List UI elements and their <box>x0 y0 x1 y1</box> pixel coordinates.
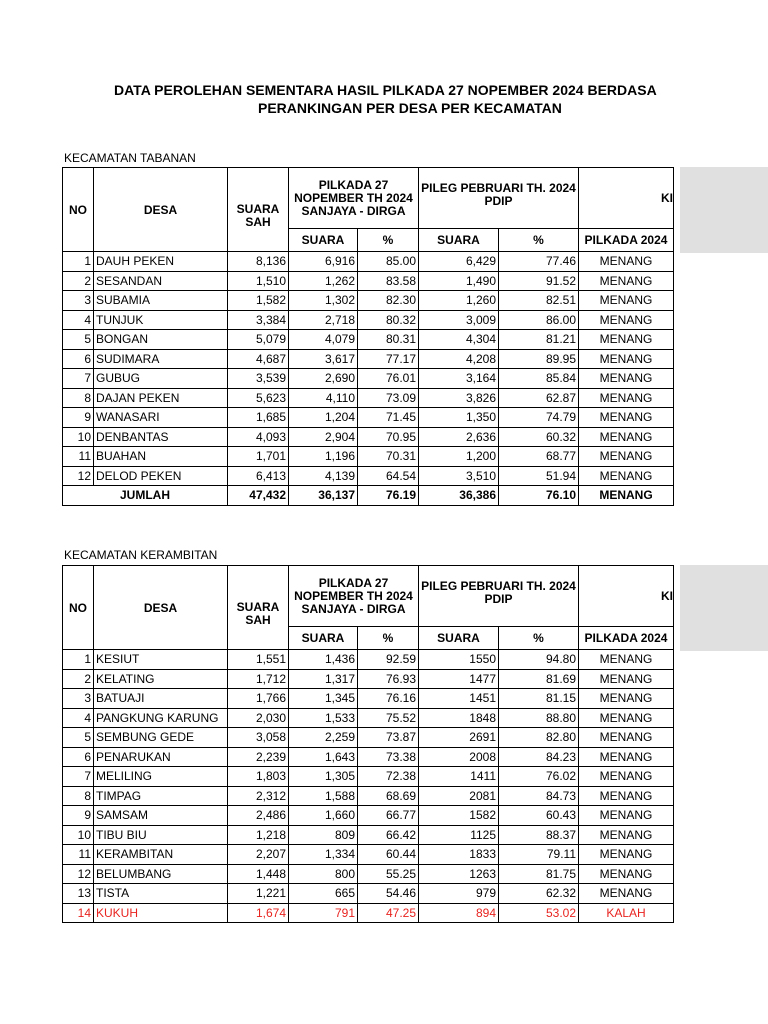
table-row <box>63 884 674 904</box>
cell-no: 4 <box>63 310 94 330</box>
header-pilkada: PILKADA 27 NOPEMBER TH 2024 SANJAYA - DIRGA <box>289 168 419 229</box>
cell-total-keterangan: MENANG <box>579 486 674 506</box>
header-pilkada-pct: % <box>358 229 419 252</box>
cell-pilkada-pct: 64.54 <box>358 466 419 486</box>
header-no: NO <box>63 168 94 252</box>
cell-keterangan: MENANG <box>579 864 674 884</box>
cell-pilkada-suara: 1,588 <box>289 786 358 806</box>
cell-pilkada-pct: 77.17 <box>358 349 419 369</box>
cell-pileg-pct: 60.32 <box>499 427 579 447</box>
cell-suara-sah: 2,207 <box>228 845 289 865</box>
cell-pileg-suara: 1,260 <box>419 291 499 311</box>
cell-pileg-suara: 1550 <box>419 650 499 670</box>
cell-suara-sah: 1,766 <box>228 689 289 709</box>
header-pilkada-pct: % <box>358 627 419 650</box>
table-tabanan <box>62 167 674 506</box>
cell-no: 6 <box>63 747 94 767</box>
header-no: NO <box>63 566 94 650</box>
table-row <box>63 252 674 272</box>
cell-no: 7 <box>63 369 94 389</box>
cell-no: 10 <box>63 427 94 447</box>
cell-desa: DENBANTAS <box>94 427 228 447</box>
cell-pilkada-pct: 75.52 <box>358 708 419 728</box>
cell-pilkada-suara: 2,718 <box>289 310 358 330</box>
cell-pilkada-suara: 6,916 <box>289 252 358 272</box>
cell-keterangan: MENANG <box>579 786 674 806</box>
cell-suara-sah: 2,030 <box>228 708 289 728</box>
cell-pileg-pct: 81.21 <box>499 330 579 350</box>
table-row <box>63 330 674 350</box>
cell-pileg-suara: 1411 <box>419 767 499 787</box>
header-desa: DESA <box>94 168 228 252</box>
cell-suara-sah: 4,687 <box>228 349 289 369</box>
table-row <box>63 447 674 467</box>
table-row <box>63 864 674 884</box>
cell-desa: GUBUG <box>94 369 228 389</box>
cell-keterangan: MENANG <box>579 708 674 728</box>
header-keterangan: KI <box>579 566 674 627</box>
cell-desa: PANGKUNG KARUNG <box>94 708 228 728</box>
table-row <box>63 408 674 428</box>
cell-pileg-pct: 81.75 <box>499 864 579 884</box>
header-pilkada-suara: SUARA <box>289 229 358 252</box>
cell-pilkada-suara: 1,643 <box>289 747 358 767</box>
table-row <box>63 388 674 408</box>
table-row <box>63 903 674 923</box>
cell-pilkada-suara: 1,317 <box>289 669 358 689</box>
header-pileg-pct: % <box>499 627 579 650</box>
cell-pilkada-pct: 70.95 <box>358 427 419 447</box>
cell-total-pileg-suara: 36,386 <box>419 486 499 506</box>
cell-pilkada-pct: 47.25 <box>358 903 419 923</box>
header-pilkada-suara: SUARA <box>289 627 358 650</box>
cell-pileg-suara: 894 <box>419 903 499 923</box>
cell-pilkada-suara: 4,079 <box>289 330 358 350</box>
cell-no: 11 <box>63 447 94 467</box>
cell-desa: BONGAN <box>94 330 228 350</box>
cell-suara-sah: 1,510 <box>228 271 289 291</box>
cell-pilkada-pct: 92.59 <box>358 650 419 670</box>
cell-keterangan: MENANG <box>579 845 674 865</box>
cell-pileg-pct: 62.32 <box>499 884 579 904</box>
cell-pileg-suara: 4,208 <box>419 349 499 369</box>
header-pilkada: PILKADA 27 NOPEMBER TH 2024 SANJAYA - DIRGA <box>289 566 419 627</box>
cell-no: 7 <box>63 767 94 787</box>
cell-pileg-suara: 1582 <box>419 806 499 826</box>
cell-desa: KERAMBITAN <box>94 845 228 865</box>
cell-total-pileg-pct: 76.10 <box>499 486 579 506</box>
cell-pileg-suara: 6,429 <box>419 252 499 272</box>
cell-no: 10 <box>63 825 94 845</box>
cell-suara-sah: 1,712 <box>228 669 289 689</box>
cell-suara-sah: 3,058 <box>228 728 289 748</box>
header-pileg: PILEG PEBRUARI TH. 2024 PDIP <box>419 168 579 229</box>
cell-pileg-suara: 1477 <box>419 669 499 689</box>
cell-pilkada-pct: 76.16 <box>358 689 419 709</box>
cell-keterangan: MENANG <box>579 728 674 748</box>
header-keterangan: KI <box>579 168 674 229</box>
cell-no: 14 <box>63 903 94 923</box>
cell-pileg-suara: 1,200 <box>419 447 499 467</box>
cell-pilkada-suara: 1,436 <box>289 650 358 670</box>
cell-pilkada-suara: 4,139 <box>289 466 358 486</box>
table-row <box>63 310 674 330</box>
table-kerambitan <box>62 565 674 923</box>
cell-pilkada-suara: 1,345 <box>289 689 358 709</box>
header-suara-sah: SUARA SAH <box>228 566 289 650</box>
cell-pilkada-pct: 68.69 <box>358 786 419 806</box>
cell-pilkada-suara: 791 <box>289 903 358 923</box>
cell-desa: MELILING <box>94 767 228 787</box>
cell-pilkada-suara: 1,305 <box>289 767 358 787</box>
cell-pileg-suara: 3,510 <box>419 466 499 486</box>
cell-pileg-pct: 89.95 <box>499 349 579 369</box>
cell-pileg-suara: 4,304 <box>419 330 499 350</box>
cell-pilkada-suara: 1,204 <box>289 408 358 428</box>
cell-no: 3 <box>63 291 94 311</box>
cell-desa: KELATING <box>94 669 228 689</box>
cell-pileg-pct: 81.69 <box>499 669 579 689</box>
table-row <box>63 806 674 826</box>
cell-desa: SESANDAN <box>94 271 228 291</box>
cell-suara-sah: 1,221 <box>228 884 289 904</box>
cell-pilkada-suara: 800 <box>289 864 358 884</box>
cell-suara-sah: 1,803 <box>228 767 289 787</box>
cell-pileg-suara: 1,350 <box>419 408 499 428</box>
cell-pileg-pct: 77.46 <box>499 252 579 272</box>
cell-pilkada-pct: 76.01 <box>358 369 419 389</box>
cell-pilkada-pct: 71.45 <box>358 408 419 428</box>
cell-no: 4 <box>63 708 94 728</box>
cell-pilkada-pct: 72.38 <box>358 767 419 787</box>
cell-total-pilkada-suara: 36,137 <box>289 486 358 506</box>
cell-pilkada-suara: 809 <box>289 825 358 845</box>
cell-pilkada-pct: 66.42 <box>358 825 419 845</box>
cell-suara-sah: 1,674 <box>228 903 289 923</box>
cell-pilkada-pct: 82.30 <box>358 291 419 311</box>
cell-pilkada-pct: 76.93 <box>358 669 419 689</box>
cell-keterangan: MENANG <box>579 427 674 447</box>
cell-desa: TIBU BIU <box>94 825 228 845</box>
table-row <box>63 291 674 311</box>
cell-keterangan: MENANG <box>579 884 674 904</box>
cell-suara-sah: 1,582 <box>228 291 289 311</box>
cell-pilkada-suara: 665 <box>289 884 358 904</box>
cell-pileg-suara: 979 <box>419 884 499 904</box>
cell-suara-sah: 3,539 <box>228 369 289 389</box>
cell-pileg-pct: 85.84 <box>499 369 579 389</box>
table-row <box>63 747 674 767</box>
cell-no: 1 <box>63 650 94 670</box>
cell-desa: PENARUKAN <box>94 747 228 767</box>
cell-no: 9 <box>63 806 94 826</box>
cell-pileg-pct: 81.15 <box>499 689 579 709</box>
table-row <box>63 369 674 389</box>
cell-suara-sah: 1,448 <box>228 864 289 884</box>
table-row <box>63 669 674 689</box>
cell-no: 1 <box>63 252 94 272</box>
table-row <box>63 767 674 787</box>
cell-keterangan: MENANG <box>579 767 674 787</box>
cell-pilkada-suara: 4,110 <box>289 388 358 408</box>
cell-total-pilkada-pct: 76.19 <box>358 486 419 506</box>
cell-pileg-pct: 53.02 <box>499 903 579 923</box>
cell-pileg-pct: 86.00 <box>499 310 579 330</box>
cell-desa: KUKUH <box>94 903 228 923</box>
cell-pileg-pct: 94.80 <box>499 650 579 670</box>
cell-suara-sah: 1,551 <box>228 650 289 670</box>
cell-no: 11 <box>63 845 94 865</box>
gray-header-band <box>680 565 768 651</box>
cell-no: 5 <box>63 330 94 350</box>
cell-keterangan: MENANG <box>579 825 674 845</box>
table-row <box>63 271 674 291</box>
cell-no: 8 <box>63 786 94 806</box>
cell-pileg-pct: 51.94 <box>499 466 579 486</box>
header-pileg: PILEG PEBRUARI TH. 2024 PDIP <box>419 566 579 627</box>
cell-pilkada-suara: 2,690 <box>289 369 358 389</box>
cell-suara-sah: 4,093 <box>228 427 289 447</box>
cell-keterangan: MENANG <box>579 806 674 826</box>
cell-pilkada-pct: 73.38 <box>358 747 419 767</box>
cell-total-label: JUMLAH <box>63 486 228 506</box>
cell-keterangan: MENANG <box>579 291 674 311</box>
table-row <box>63 466 674 486</box>
cell-desa: SAMSAM <box>94 806 228 826</box>
cell-pileg-suara: 2691 <box>419 728 499 748</box>
cell-no: 6 <box>63 349 94 369</box>
cell-keterangan: MENANG <box>579 447 674 467</box>
cell-suara-sah: 5,079 <box>228 330 289 350</box>
table-row <box>63 825 674 845</box>
cell-no: 12 <box>63 864 94 884</box>
cell-desa: BELUMBANG <box>94 864 228 884</box>
cell-pileg-pct: 88.37 <box>499 825 579 845</box>
cell-keterangan: MENANG <box>579 252 674 272</box>
cell-pileg-pct: 74.79 <box>499 408 579 428</box>
cell-pileg-suara: 3,826 <box>419 388 499 408</box>
table-row <box>63 786 674 806</box>
header-pileg-pct: % <box>499 229 579 252</box>
header-pileg-suara: SUARA <box>419 229 499 252</box>
cell-total-suara-sah: 47,432 <box>228 486 289 506</box>
cell-pilkada-pct: 66.77 <box>358 806 419 826</box>
cell-keterangan: MENANG <box>579 271 674 291</box>
cell-keterangan: MENANG <box>579 408 674 428</box>
cell-pileg-pct: 91.52 <box>499 271 579 291</box>
cell-no: 8 <box>63 388 94 408</box>
cell-pileg-suara: 3,009 <box>419 310 499 330</box>
cell-no: 2 <box>63 669 94 689</box>
cell-suara-sah: 2,312 <box>228 786 289 806</box>
cell-keterangan: MENANG <box>579 669 674 689</box>
cell-pilkada-suara: 1,334 <box>289 845 358 865</box>
table-row <box>63 650 674 670</box>
cell-suara-sah: 3,384 <box>228 310 289 330</box>
header-pilkada-2024: PILKADA 2024 <box>579 229 674 252</box>
cell-no: 12 <box>63 466 94 486</box>
cell-desa: KESIUT <box>94 650 228 670</box>
cell-no: 2 <box>63 271 94 291</box>
cell-suara-sah: 1,685 <box>228 408 289 428</box>
cell-pilkada-suara: 1,302 <box>289 291 358 311</box>
gray-header-band <box>680 167 768 253</box>
cell-no: 9 <box>63 408 94 428</box>
cell-pileg-pct: 60.43 <box>499 806 579 826</box>
cell-keterangan: MENANG <box>579 689 674 709</box>
cell-pileg-suara: 2008 <box>419 747 499 767</box>
cell-no: 3 <box>63 689 94 709</box>
cell-keterangan: MENANG <box>579 310 674 330</box>
cell-pilkada-suara: 1,196 <box>289 447 358 467</box>
cell-no: 5 <box>63 728 94 748</box>
cell-keterangan: MENANG <box>579 466 674 486</box>
cell-desa: TIMPAG <box>94 786 228 806</box>
cell-pileg-pct: 84.23 <box>499 747 579 767</box>
cell-suara-sah: 1,218 <box>228 825 289 845</box>
cell-pileg-pct: 82.80 <box>499 728 579 748</box>
cell-pilkada-pct: 80.32 <box>358 310 419 330</box>
cell-suara-sah: 1,701 <box>228 447 289 467</box>
cell-pilkada-pct: 70.31 <box>358 447 419 467</box>
cell-keterangan: KALAH <box>579 903 674 923</box>
cell-desa: TISTA <box>94 884 228 904</box>
cell-pileg-pct: 62.87 <box>499 388 579 408</box>
header-pileg-suara: SUARA <box>419 627 499 650</box>
cell-pileg-pct: 88.80 <box>499 708 579 728</box>
cell-desa: DAUH PEKEN <box>94 252 228 272</box>
table-row <box>63 845 674 865</box>
cell-pilkada-pct: 83.58 <box>358 271 419 291</box>
cell-pilkada-pct: 55.25 <box>358 864 419 884</box>
cell-pileg-pct: 82.51 <box>499 291 579 311</box>
cell-pilkada-pct: 73.09 <box>358 388 419 408</box>
cell-pilkada-suara: 1,262 <box>289 271 358 291</box>
header-suara-sah: SUARA SAH <box>228 168 289 252</box>
cell-keterangan: MENANG <box>579 388 674 408</box>
cell-desa: SUDIMARA <box>94 349 228 369</box>
cell-suara-sah: 6,413 <box>228 466 289 486</box>
cell-pilkada-suara: 2,259 <box>289 728 358 748</box>
cell-pilkada-suara: 3,617 <box>289 349 358 369</box>
cell-desa: BUAHAN <box>94 447 228 467</box>
document-title-line1: DATA PEROLEHAN SEMENTARA HASIL PILKADA 27 NOPEMBER 2024 BERDASA <box>114 82 657 98</box>
cell-desa: DAJAN PEKEN <box>94 388 228 408</box>
cell-pileg-suara: 1451 <box>419 689 499 709</box>
cell-pilkada-suara: 1,660 <box>289 806 358 826</box>
cell-pilkada-suara: 2,904 <box>289 427 358 447</box>
total-row <box>63 486 674 506</box>
cell-pilkada-pct: 85.00 <box>358 252 419 272</box>
cell-pileg-suara: 1263 <box>419 864 499 884</box>
table-row <box>63 689 674 709</box>
cell-pilkada-pct: 73.87 <box>358 728 419 748</box>
cell-pileg-suara: 2081 <box>419 786 499 806</box>
cell-pilkada-suara: 1,533 <box>289 708 358 728</box>
cell-pileg-suara: 2,636 <box>419 427 499 447</box>
cell-keterangan: MENANG <box>579 650 674 670</box>
cell-pileg-suara: 3,164 <box>419 369 499 389</box>
cell-desa: WANASARI <box>94 408 228 428</box>
header-desa: DESA <box>94 566 228 650</box>
cell-desa: SEMBUNG GEDE <box>94 728 228 748</box>
table-row <box>63 349 674 369</box>
cell-suara-sah: 8,136 <box>228 252 289 272</box>
cell-keterangan: MENANG <box>579 747 674 767</box>
cell-desa: TUNJUK <box>94 310 228 330</box>
document-title-line2: PERANKINGAN PER DESA PER KECAMATAN <box>258 100 562 116</box>
cell-keterangan: MENANG <box>579 369 674 389</box>
table-row <box>63 708 674 728</box>
cell-suara-sah: 5,623 <box>228 388 289 408</box>
cell-suara-sah: 2,486 <box>228 806 289 826</box>
cell-pilkada-pct: 54.46 <box>358 884 419 904</box>
cell-desa: SUBAMIA <box>94 291 228 311</box>
section-label-kerambitan: KECAMATAN KERAMBITAN <box>64 548 218 562</box>
cell-pileg-suara: 1848 <box>419 708 499 728</box>
cell-desa: BATUAJI <box>94 689 228 709</box>
cell-keterangan: MENANG <box>579 349 674 369</box>
header-pilkada-2024: PILKADA 2024 <box>579 627 674 650</box>
cell-keterangan: MENANG <box>579 330 674 350</box>
table-row <box>63 427 674 447</box>
cell-suara-sah: 2,239 <box>228 747 289 767</box>
cell-no: 13 <box>63 884 94 904</box>
cell-pilkada-pct: 60.44 <box>358 845 419 865</box>
section-label-tabanan: KECAMATAN TABANAN <box>64 151 196 165</box>
cell-pileg-pct: 76.02 <box>499 767 579 787</box>
cell-pileg-suara: 1,490 <box>419 271 499 291</box>
table-row <box>63 728 674 748</box>
cell-desa: DELOD PEKEN <box>94 466 228 486</box>
cell-pileg-pct: 68.77 <box>499 447 579 467</box>
cell-pileg-pct: 84.73 <box>499 786 579 806</box>
cell-pileg-suara: 1125 <box>419 825 499 845</box>
cell-pileg-pct: 79.11 <box>499 845 579 865</box>
cell-pileg-suara: 1833 <box>419 845 499 865</box>
cell-pilkada-pct: 80.31 <box>358 330 419 350</box>
